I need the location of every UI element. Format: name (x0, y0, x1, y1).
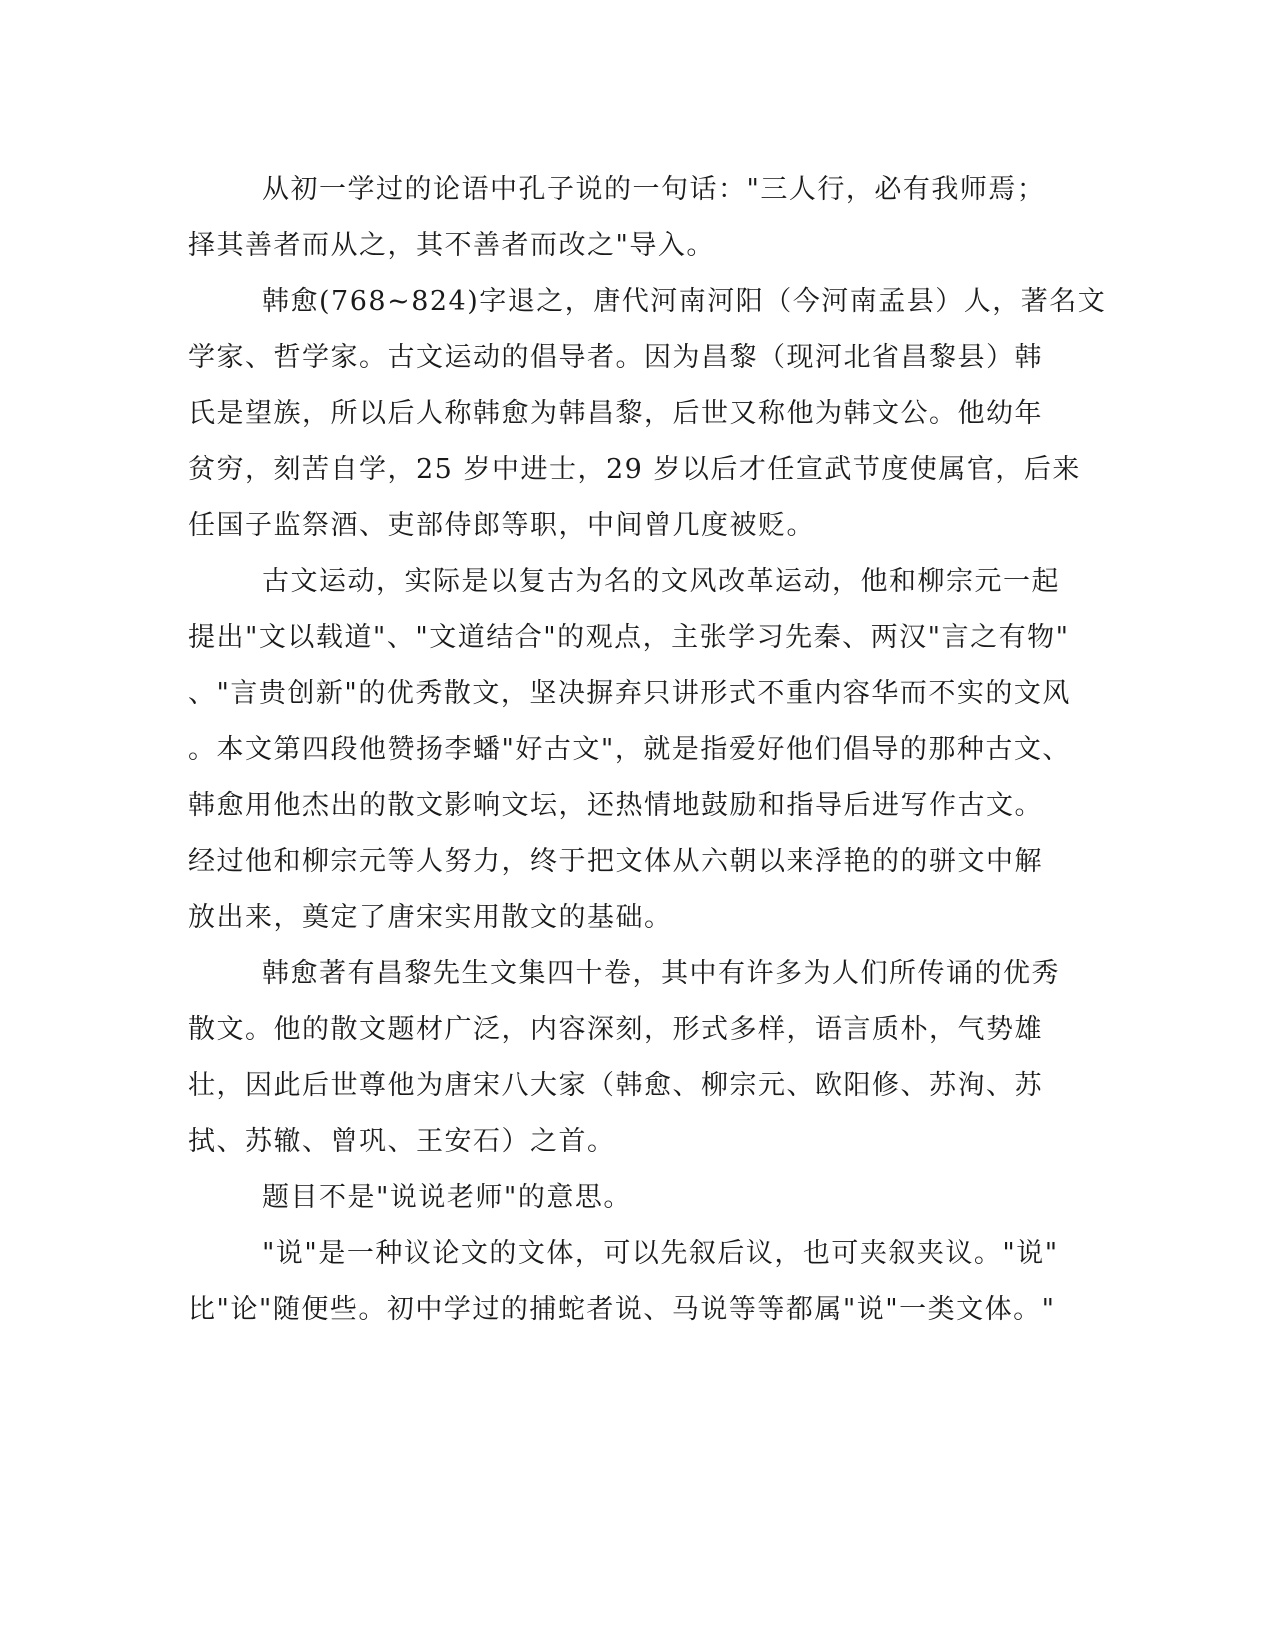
text-line: 韩愈(768~824)字退之，唐代河南河阳（今河南孟县）人，著名文 (262, 286, 1107, 317)
body-text (188, 162, 1107, 1338)
text-line: 题目不是"说说老师"的意思。 (262, 1182, 632, 1213)
text-line: 壮，因此后世尊他为唐宋八大家（韩愈、柳宗元、欧阳修、苏洵、苏 (188, 1070, 1043, 1101)
text-line: 经过他和柳宗元等人努力，终于把文体从六朝以来浮艳的的骈文中解 (188, 846, 1043, 877)
text-line: 从初一学过的论语中孔子说的一句话："三人行，必有我师焉； (262, 174, 1046, 205)
text-line: 提出"文以载道"、"文道结合"的观点，主张学习先秦、两汉"言之有物" (188, 622, 1070, 653)
text-line: 贫穷，刻苦自学，25 岁中进士，29 岁以后才任宣武节度使属官，后来 (188, 454, 1081, 485)
text-line: 择其善者而从之，其不善者而改之"导入。 (188, 230, 715, 261)
text-line: 比"论"随便些。初中学过的捕蛇者说、马说等等都属"说"一类文体。" (188, 1294, 1056, 1325)
text-line: 学家、哲学家。古文运动的倡导者。因为昌黎（现河北省昌黎县）韩 (188, 342, 1043, 373)
text-line: 氏是望族，所以后人称韩愈为韩昌黎，后世又称他为韩文公。他幼年 (188, 398, 1043, 429)
text-line: 放出来，奠定了唐宋实用散文的基础。 (188, 902, 673, 933)
text-line: 任国子监祭酒、吏部侍郎等职，中间曾几度被贬。 (188, 510, 815, 541)
text-line: "说"是一种议论文的文体，可以先叙后议，也可夹叙夹议。"说" (262, 1238, 1059, 1269)
text-line: 韩愈著有昌黎先生文集四十卷，其中有许多为人们所传诵的优秀 (262, 958, 1060, 989)
text-line: 、"言贵创新"的优秀散文，坚决摒弃只讲形式不重内容华而不实的文风 (188, 678, 1071, 709)
text-line: 散文。他的散文题材广泛，内容深刻，形式多样，语言质朴，气势雄 (188, 1014, 1043, 1045)
text-line: 拭、苏辙、曾巩、王安石）之首。 (188, 1126, 616, 1157)
text-line: 古文运动，实际是以复古为名的文风改革运动，他和柳宗元一起 (262, 566, 1060, 597)
text-line: 韩愈用他杰出的散文影响文坛，还热情地鼓励和指导后进写作古文。 (188, 790, 1043, 821)
text-line: 。本文第四段他赞扬李蟠"好古文"，就是指爱好他们倡导的那种古文、 (188, 734, 1071, 765)
